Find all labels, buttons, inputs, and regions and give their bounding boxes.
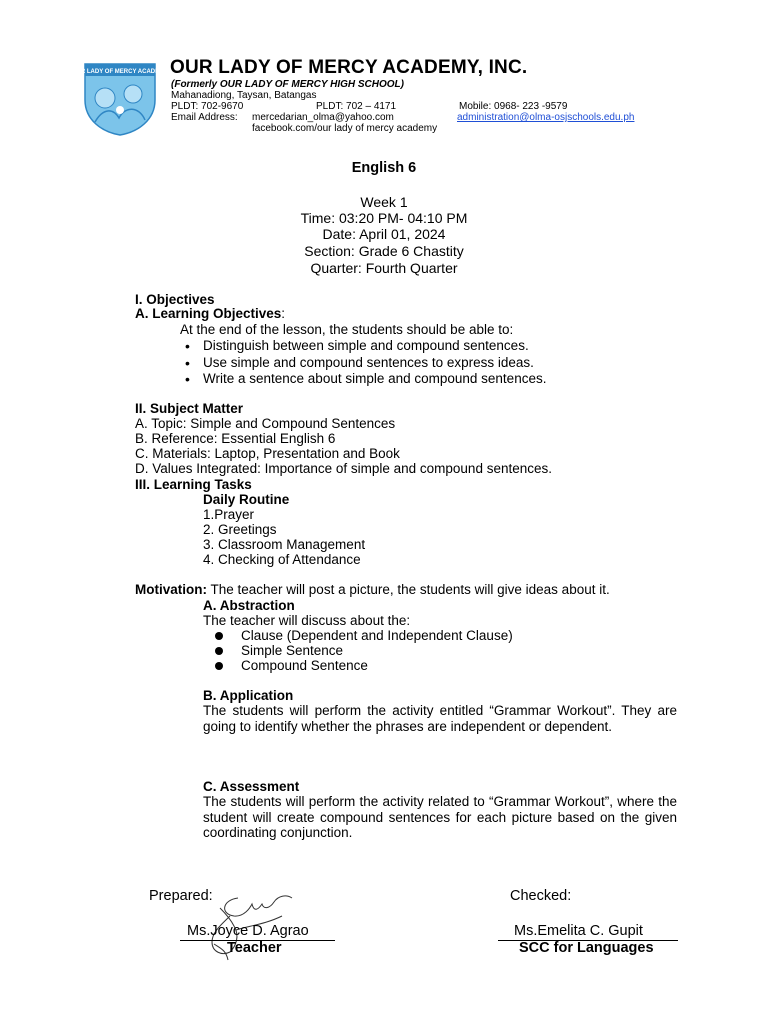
motivation-text: The teacher will post a picture, the students will give ideas about it. xyxy=(207,582,610,597)
prepared-label: Prepared: xyxy=(149,888,213,904)
school-logo xyxy=(71,60,169,136)
list-item: • Write a sentence about simple and compound sentences. xyxy=(181,371,546,388)
application-heading: B. Application xyxy=(203,688,294,703)
learning-objectives-heading xyxy=(135,306,285,321)
reference: B. Reference: Essential English 6 xyxy=(135,431,336,446)
pldt-number-2: PLDT: 702 – 4171 xyxy=(316,101,397,112)
learning-objectives-label: A. Learning Objectives xyxy=(135,306,282,321)
learning-objectives-colon: : xyxy=(281,306,286,321)
week: Week 1 xyxy=(360,194,408,210)
subject-title: English 6 xyxy=(351,160,417,176)
preparer-role: Teacher xyxy=(227,940,282,956)
motivation-label: Motivation: xyxy=(135,582,207,597)
objectives-heading: I. Objectives xyxy=(135,292,215,307)
subject-matter-heading: II. Subject Matter xyxy=(135,401,244,416)
list-item: Compound Sentence xyxy=(203,658,513,673)
svg-text:OUR LADY OF MERCY ACADEMY: OUR LADY OF MERCY ACADEMY xyxy=(71,69,169,75)
section: Section: Grade 6 Chastity xyxy=(304,243,464,259)
email-label: Email Address: xyxy=(171,112,238,123)
quarter: Quarter: Fourth Quarter xyxy=(310,260,458,276)
abstraction-list xyxy=(203,628,513,674)
values-integrated: D. Values Integrated: Importance of simple and compound sentences. xyxy=(135,461,552,476)
email-address-1: mercedarian_olma@yahoo.com xyxy=(252,112,394,123)
motivation xyxy=(135,582,610,597)
school-former-name: (Formerly OUR LADY OF MERCY HIGH SCHOOL) xyxy=(171,79,404,90)
routine-item: 1.Prayer xyxy=(203,507,255,522)
mobile-number: Mobile: 0968- 223 -9579 xyxy=(459,101,568,112)
abstraction-heading: A. Abstraction xyxy=(203,598,295,613)
routine-item: 3. Classroom Management xyxy=(203,537,366,552)
time: Time: 03:20 PM- 04:10 PM xyxy=(300,210,468,226)
list-item: • Distinguish between simple and compound sentences. xyxy=(181,338,546,355)
application-text: The students will perform the activity entitled “Grammar Workout”. They are going to identify whether the phrases are independent or dependent. xyxy=(203,703,677,734)
abstraction-intro: The teacher will discuss about the: xyxy=(203,613,411,628)
assessment-heading: C. Assessment xyxy=(203,779,300,794)
facebook-page: facebook.com/our lady of mercy academy xyxy=(252,123,438,134)
list-item: • Use simple and compound sentences to express ideas. xyxy=(181,355,546,372)
checker-role: SCC for Languages xyxy=(519,940,654,956)
objectives-intro: At the end of the lesson, the students should be able to: xyxy=(180,322,514,337)
routine-item: 4. Checking of Attendance xyxy=(203,552,361,567)
routine-item: 2. Greetings xyxy=(203,522,277,537)
learning-tasks-heading: III. Learning Tasks xyxy=(135,477,252,492)
school-seal-icon xyxy=(71,60,169,136)
checker-name: Ms.Emelita C. Gupit xyxy=(514,923,643,939)
preparer-name: Ms.Joyce D. Agrao xyxy=(187,923,309,939)
materials: C. Materials: Laptop, Presentation and Book xyxy=(135,446,400,461)
date: Date: April 01, 2024 xyxy=(322,226,446,242)
objectives-list xyxy=(181,338,546,388)
daily-routine-heading: Daily Routine xyxy=(203,492,290,507)
list-item: Clause (Dependent and Independent Clause) xyxy=(203,628,513,643)
checked-label: Checked: xyxy=(510,888,572,904)
school-name: OUR LADY OF MERCY ACADEMY, INC. xyxy=(170,57,528,78)
pldt-number-1: PLDT: 702-9670 xyxy=(171,101,244,112)
assessment-text: The students will perform the activity related to “Grammar Workout”, where the student will create compound sentences for each picture based on the given coordinating conjunction. xyxy=(203,794,677,840)
topic: A. Topic: Simple and Compound Sentences xyxy=(135,416,396,431)
email-address-2[interactable]: administration@olma-osjschools.edu.ph xyxy=(457,112,635,123)
school-address: Mahanadiong, Taysan, Batangas xyxy=(171,90,317,101)
list-item: Simple Sentence xyxy=(203,643,513,658)
